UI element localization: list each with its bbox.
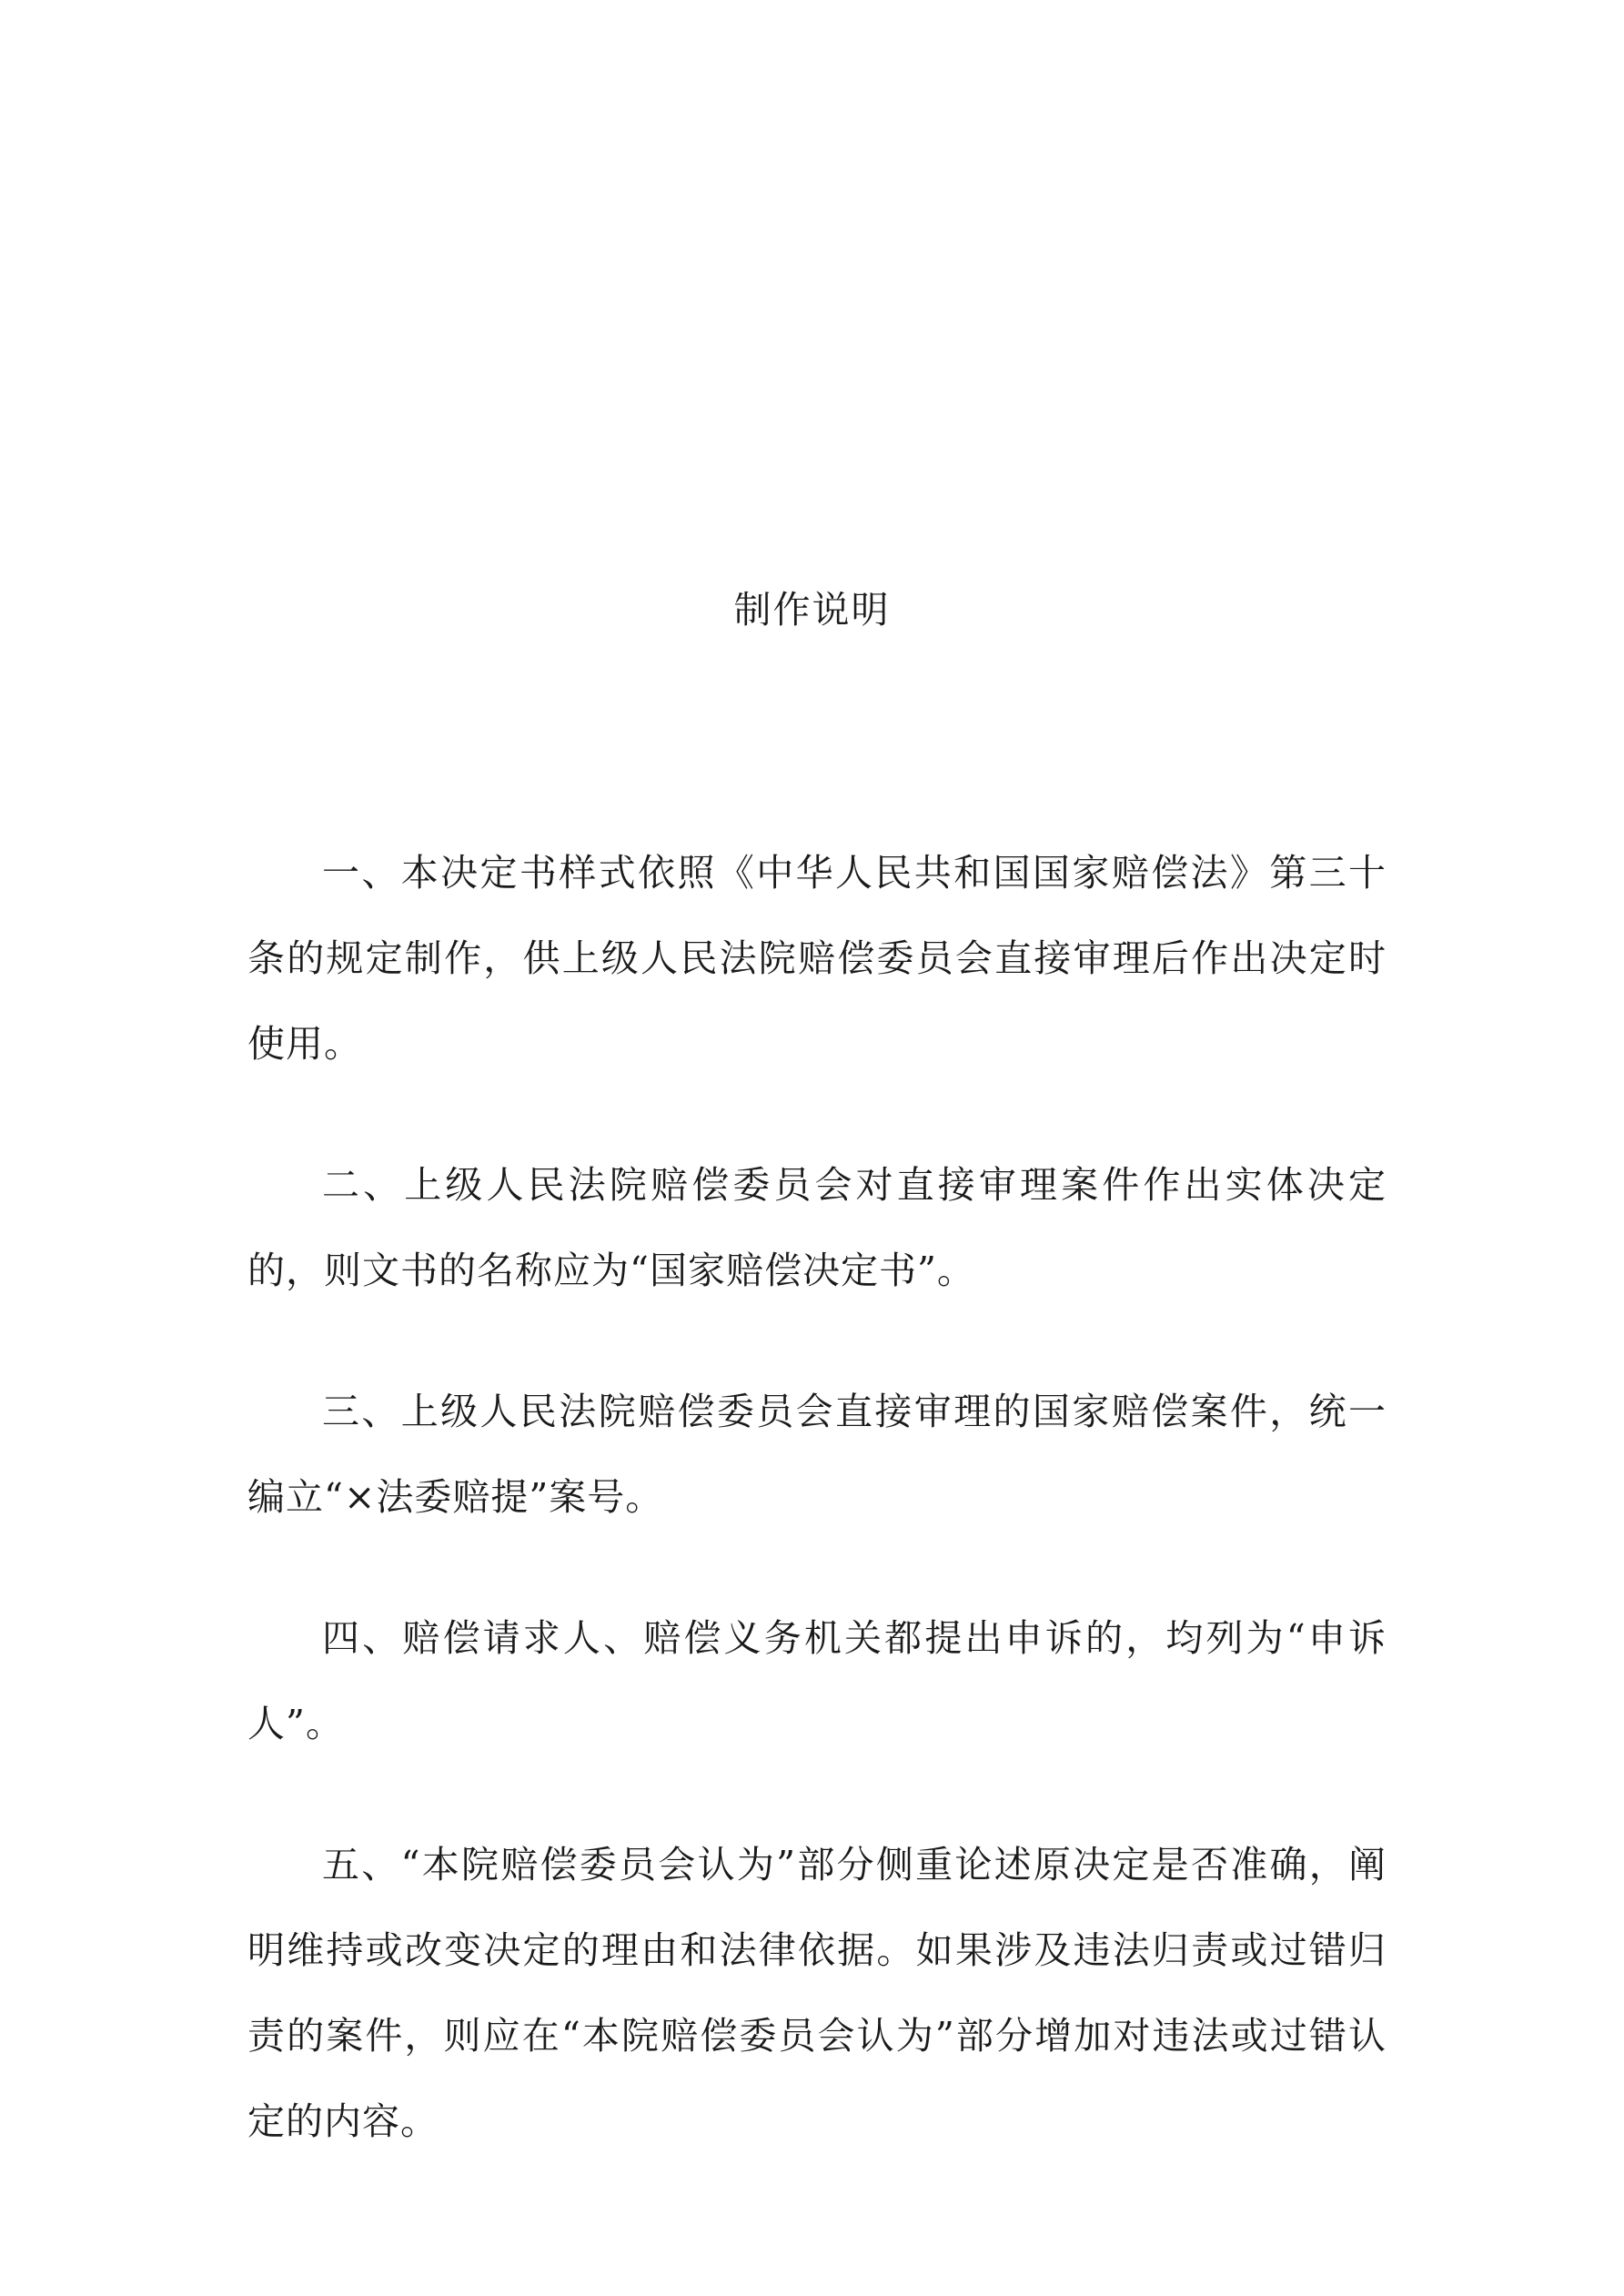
document-title: 制作说明 xyxy=(733,588,891,632)
paragraph-4: 四、赔偿请求人、赔偿义务机关都提出申诉的，均列为“申诉人”。 xyxy=(247,1616,1387,1745)
paragraph-2: 二、上级人民法院赔偿委员会对直接审理案件作出实体决定的，则文书的名称应为“国家赔偿决定书”。 xyxy=(247,1163,1387,1292)
paragraph-5: 五、“本院赔偿委员会认为”部分侧重论述原决定是否准确，阐明维持或改变决定的理由和法律依据。如果涉及违法归责或过错归责的案件，则应在“本院赔偿委员会认为”部分增加对违法或过错认定的内容。 xyxy=(247,1843,1387,2143)
paragraph-1: 一、本决定书样式依照《中华人民共和国国家赔偿法》第三十条的规定制作，供上级人民法院赔偿委员会直接审理后作出决定时使用。 xyxy=(247,851,1387,1066)
document-body xyxy=(247,830,1387,2220)
paragraph-3: 三、上级人民法院赔偿委员会直接审理的国家赔偿案件，统一编立“×法委赔提”案号。 xyxy=(247,1390,1387,1519)
